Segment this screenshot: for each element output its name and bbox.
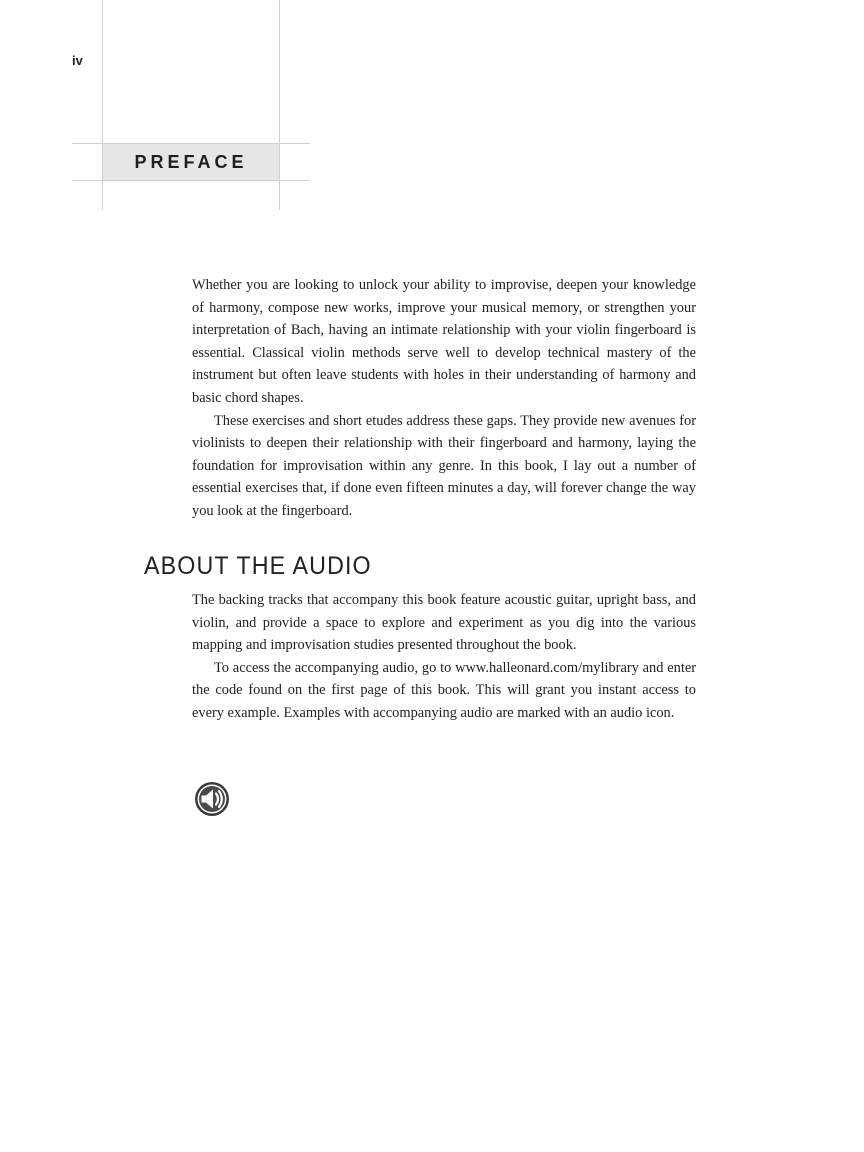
grid-line [279, 0, 280, 210]
grid-line [72, 180, 310, 181]
preface-paragraph: These exercises and short etudes address these gaps. They provide new avenues for violinists to deepen their relationship with their fingerboard and harmony, laying the foundation for improvisation within any genre. In this book, I lay out a number of essential exercises that, if done even fifteen minutes a day, will forever change the way you look at the fingerboard. [192, 412, 696, 519]
preface-paragraph: Whether you are looking to unlock your ability to improvise, deepen your knowledge of harmony, compose new works, improve your musical memory, or strengthen your interpretation of Bach, having an intimate relationship with your violin fingerboard is essential. Classical violin methods serve well to develop technical mastery of the instrument but often leave students with holes in their understanding of harmony and basic chord shapes. [192, 277, 696, 406]
chapter-title: PREFACE [134, 152, 248, 172]
about-audio-body [192, 589, 696, 725]
preface-body [192, 274, 696, 523]
audio-paragraph: To access the accompanying audio, go to www.halleonard.com/mylibrary and enter the code found on the first page of this book. This will grant you instant access to every example. Examples with accompanying audio are marked with an audio icon. [192, 659, 696, 721]
audio-paragraph: The backing tracks that accompany this book feature acoustic guitar, upright bass, and violin, and provide a space to explore and experiment as you dig into the various mapping and improvisation studies presented throughout the book. [192, 592, 696, 654]
page-number: iv [72, 53, 83, 68]
section-heading: ABOUT THE AUDIO [144, 552, 372, 580]
speaker-icon [194, 781, 230, 817]
